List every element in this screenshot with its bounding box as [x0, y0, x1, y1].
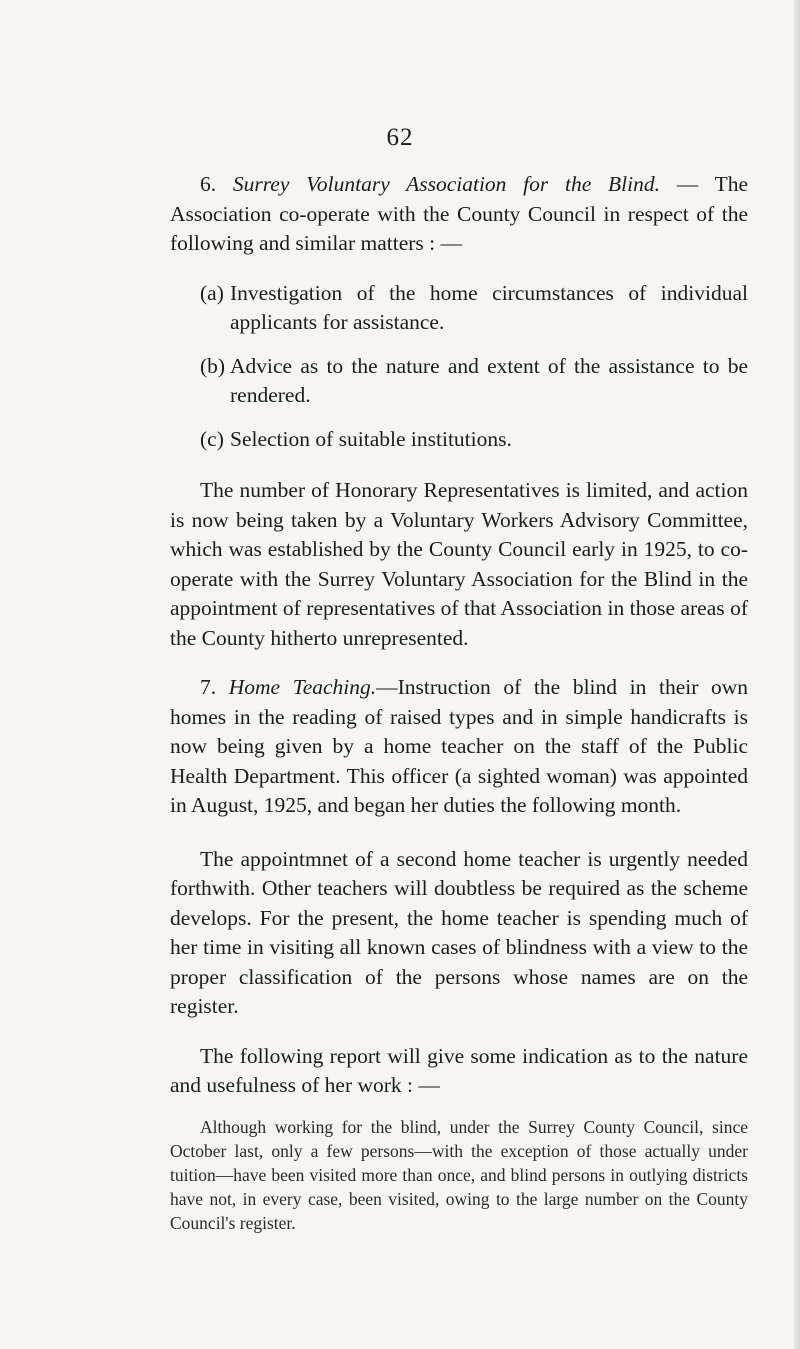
section-7-paragraph-2: The appointmnet of a second home teacher is urgently needed forthwith. Other teachers will doubtless be required as the scheme develops. For the present, the home teacher is spending much of her time in visiting all known cases of blindness with a view to the proper classification of the persons whose names are on the register.: [170, 846, 748, 1018]
section-7-intro: [170, 673, 748, 821]
section-6-paragraph: The number of Honorary Representatives is limited, and action is now being taken by a Voluntary Workers Advisory Committee, which was established by the County Council early in 1925, to co-operate with the Surrey Voluntary Association for the Blind in the appointment of representatives of that Association in those areas of the County hitherto unrepresented.: [170, 478, 748, 650]
section-6-text: — The Association co-operate with the County Council in respect of the following and similar matters : —: [170, 172, 748, 255]
section-7-number: 7.: [200, 675, 217, 699]
section-7-paragraph-3: The following report will give some indication as to the nature and usefulness of her work : —: [170, 1043, 748, 1097]
list-item-c: [170, 425, 748, 455]
list-item-text: Advice as to the nature and extent of the assistance to be rendered.: [230, 353, 748, 407]
body-text: [170, 170, 748, 1235]
section-6-title: Surrey Voluntary Association for the Blind.: [232, 172, 660, 196]
list-marker: (a): [200, 280, 224, 305]
list-item-text: Investigation of the home circumstances of individual applicants for assistance.: [230, 280, 748, 334]
page-number: 62: [386, 124, 414, 151]
section-6-number: 6.: [200, 172, 217, 196]
list-item-text: Selection of suitable institutions.: [230, 426, 512, 451]
section-7-text: —Instruction of the blind in their own homes in the reading of raised types and in simple handicrafts is now being given by a home teacher on the staff of the Public Health Department. This officer (a sighted woman) was appointed in August, 1925, and began her duties the following month.: [170, 675, 749, 817]
section-6-intro: [170, 170, 748, 259]
list-marker: (b): [200, 353, 226, 378]
home-teacher-report: Although working for the blind, under the Surrey County Council, since October last, only a few persons—with the exception of those actually under tuition—have been visited more than once, and blind persons in outlying districts have not, in every case, been visited, owing to the large number on the County Council's register.: [170, 1116, 748, 1233]
list-marker: (c): [200, 426, 224, 451]
page-edge: [794, 0, 800, 1349]
section-7-title: Home Teaching.: [228, 675, 377, 699]
list-item-a: [170, 279, 748, 338]
list-item-b: [170, 352, 748, 411]
